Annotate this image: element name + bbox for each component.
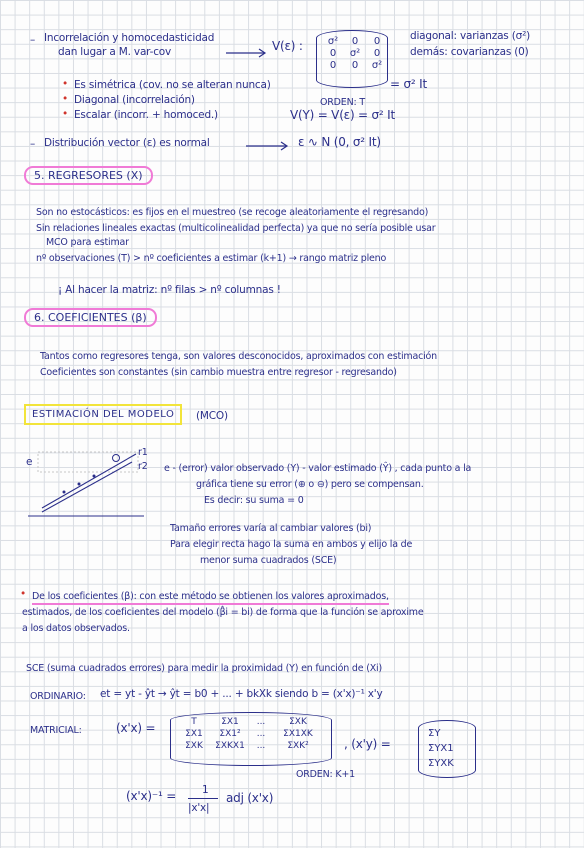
r1-label: r1: [138, 447, 148, 458]
xy-matrix: ΣY ΣYX1 ΣYXK: [428, 728, 454, 769]
bullet-dot: •: [62, 78, 68, 90]
matricial-label: MATRICIAL:: [30, 725, 82, 736]
coef-para-3: a los datos observados.: [22, 623, 130, 634]
section-5-title: 5. REGRESORES (X): [24, 166, 153, 185]
e-axis-label: e: [26, 456, 33, 468]
inv-adj: adj (x'x): [226, 791, 274, 805]
sec6-bullet-1: Tantos como regresores tenga, son valores desconocidos, aproximados con estimación: [40, 351, 437, 362]
error-desc-1: e - (error) valor observado (Y) - valor estimado (Ŷ) , cada punto a la: [164, 463, 472, 474]
sce-line: SCE (suma cuadrados errores) para medir la proximidad (Y) en función de (Xi): [26, 663, 382, 674]
v-epsilon-label: V(ε) :: [272, 39, 303, 53]
xx-matrix: T ΣX1 ... ΣXK ΣX1 ΣX1² ... ΣX1XK ΣXK ΣXKX1 ... ΣXK²: [185, 717, 313, 751]
ordinario-eq: et = yt - ŷt → ŷt = b0 + ... + bkXk siendo b = (x'x)⁻¹ x'y: [100, 688, 383, 700]
inv-label: (x'x)⁻¹ =: [126, 789, 177, 803]
criterion-3: menor suma cuadrados (SCE): [200, 555, 337, 566]
bullet-dash: –: [30, 34, 36, 46]
arrow-icon: [226, 48, 268, 58]
inv-den: |x'x|: [188, 802, 210, 814]
sec6-bullet-2: Coeficientes son constantes (sin cambio muestra entre regresor - regresando): [40, 367, 397, 378]
line-distribucion: Distribución vector (ε) es normal: [44, 137, 210, 149]
bullet-dot: •: [62, 93, 68, 105]
estimacion-tag: (MCO): [196, 410, 228, 422]
bullet-dot: •: [62, 108, 68, 120]
sec5-bullet-1: Son no estocásticos: es fijos en el muestreo (se recoge aleatoriamente el regresando): [36, 207, 429, 218]
inv-num: 1: [202, 784, 209, 796]
note-demas: demás: covarianzas (0): [410, 46, 529, 58]
sec5-bullet-2b: MCO para estimar: [46, 237, 129, 248]
criterion-1: Tamaño errores varía al cambiar valores (bi): [170, 523, 372, 534]
error-desc-3: Es decir: su suma = 0: [204, 495, 304, 506]
regression-sketch: [24, 448, 154, 520]
bullet-dot: •: [20, 588, 26, 600]
orden-t: ORDEN: T: [320, 97, 365, 108]
line-dan-lugar: dan lugar a M. var-cov: [58, 46, 172, 58]
error-desc-2: gráfica tiene su error (⊕ o ⊖) pero se compensan.: [196, 479, 424, 490]
prop-escalar: Escalar (incorr. + homoced.): [74, 109, 218, 121]
arrow-icon: [246, 141, 290, 151]
coef-para-2: estimados, de los coeficientes del modelo (β̂i = bi) de forma que la función se aproxime: [22, 607, 424, 618]
sec5-note: ¡ Al hacer la matriz: nº filas > nº columnas !: [58, 284, 281, 296]
section-6-title: 6. COEFICIENTES (β): [24, 308, 157, 327]
estimacion-title: ESTIMACIÓN DEL MODELO: [24, 404, 182, 425]
r2-label: r2: [138, 461, 148, 472]
note-diagonal: diagonal: varianzas (σ²): [410, 30, 530, 42]
bullet-dash: –: [30, 138, 36, 150]
line-incorrelacion: Incorrelación y homocedasticidad: [44, 32, 215, 44]
criterion-2: Para elegir recta hago la suma en ambos y elijo la de: [170, 539, 413, 550]
fraction-bar: [188, 798, 218, 799]
eq-normal: ε ∿ N (0, σ² It): [298, 135, 381, 149]
ordinario-label: ORDINARIO:: [30, 691, 86, 702]
eq-v-y: V(Y) = V(ε) = σ² It: [290, 108, 396, 122]
orden-k1: ORDEN: K+1: [296, 769, 355, 780]
xy-label: , (x'y) =: [344, 737, 391, 751]
sec5-bullet-3: nº observaciones (T) > nº coeficientes a estimar (k+1) → rango matriz pleno: [36, 253, 387, 264]
coef-para-1: De los coeficientes (β): con este método se obtienen los valores aproximados,: [32, 590, 389, 605]
sec5-bullet-2: Sin relaciones lineales exactas (multicolinealidad perfecta) ya que no sería posible usar: [36, 223, 436, 234]
var-cov-matrix: σ² 0 0 0 σ² 0 0 0 σ²: [327, 36, 383, 71]
xx-label: (x'x) =: [116, 721, 156, 735]
prop-simetrica: Es simétrica (cov. no se alteran nunca): [74, 79, 271, 91]
prop-diagonal: Diagonal (incorrelación): [74, 94, 195, 106]
eq-sigma-it: = σ² It: [390, 77, 427, 91]
